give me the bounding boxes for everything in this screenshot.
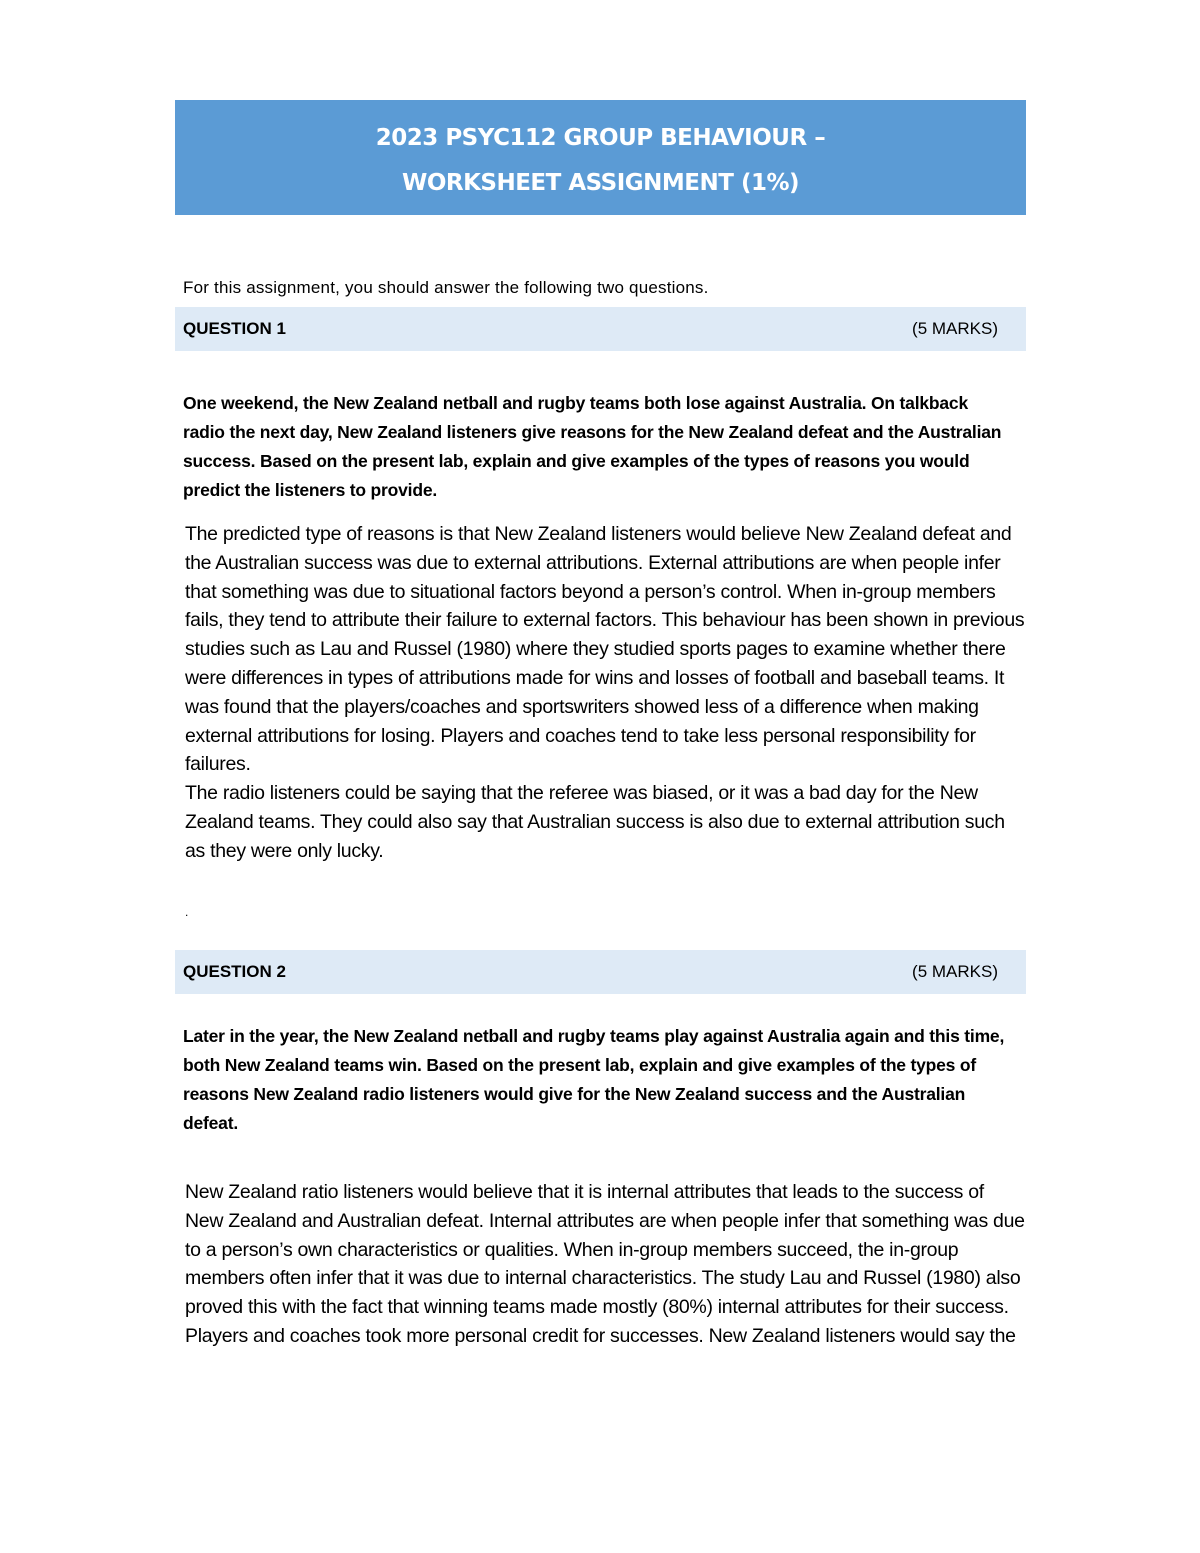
question-2-marks: (5 MARKS) — [912, 962, 998, 981]
question-1-prompt: One weekend, the New Zealand netball and rugby teams both lose against Australia. On talkback radio the next day, New Zealand listeners give reasons for the New Zealand defeat and the Australian success. Based on the present lab, explain and give examples of the types of reasons you would predict the listeners to provide. — [183, 393, 1002, 500]
question-1-label: QUESTION 1 — [183, 319, 286, 338]
question-1-answer — [185, 520, 1025, 866]
question-2-answer-paragraph-1: New Zealand ratio listeners would believe that it is internal attributes that leads to the success of New Zealand and Australian defeat. Internal attributes are when people infer that something was due to a person’s own characteristics or qualities. When in-group members succeed, the in-group members often infer that it was due to internal characteristics. The study Lau and Russel (1980) also proved this with the fact that winning teams made mostly (80%) internal attributes for their success. Players and coaches took more personal credit for successes. New Zealand listeners would say the — [185, 1181, 1025, 1347]
title-line-2: WORKSHEET ASSIGNMENT (1%) — [401, 170, 800, 196]
trailing-mark: . — [185, 905, 189, 919]
question-2-label: QUESTION 2 — [183, 962, 286, 981]
question-2-prompt: Later in the year, the New Zealand netball and rugby teams play against Australia again and this time, both New Zealand teams win. Based on the present lab, explain and give examples of the types of reasons New Zealand radio listeners would give for the New Zealand success and the Australian defeat. — [183, 1026, 1005, 1133]
question-1-header — [175, 307, 1026, 351]
question-1-answer-paragraph-2: The radio listeners could be saying that the referee was biased, or it was a bad day for the New Zealand teams. They could also say that Australian success is also due to external attribution such as they were only lucky. — [185, 782, 1005, 862]
question-2-answer — [185, 1178, 1025, 1351]
question-2-header — [175, 950, 1026, 994]
intro-text: For this assignment, you should answer the following two questions. — [183, 278, 709, 297]
question-1-marks: (5 MARKS) — [912, 319, 998, 338]
question-1-answer-paragraph-1: The predicted type of reasons is that New Zealand listeners would believe New Zealand defeat and the Australian success was due to external attributions. External attributions are when people infer that something was due to situational factors beyond a person’s control. When in-group members fails, they tend to attribute their failure to external factors. This behaviour has been shown in previous studies such as Lau and Russel (1980) where they studied sports pages to examine whether there were differences in types of attributions made for wins and losses of football and baseball teams. It was found that the players/coaches and sportswriters showed less of a difference when making external attributions for losing. Players and coaches tend to take less personal responsibility for failures. — [185, 523, 1025, 776]
title-line-1: 2023 PSYC112 GROUP BEHAVIOUR – — [375, 125, 826, 151]
title-banner — [175, 100, 1026, 215]
